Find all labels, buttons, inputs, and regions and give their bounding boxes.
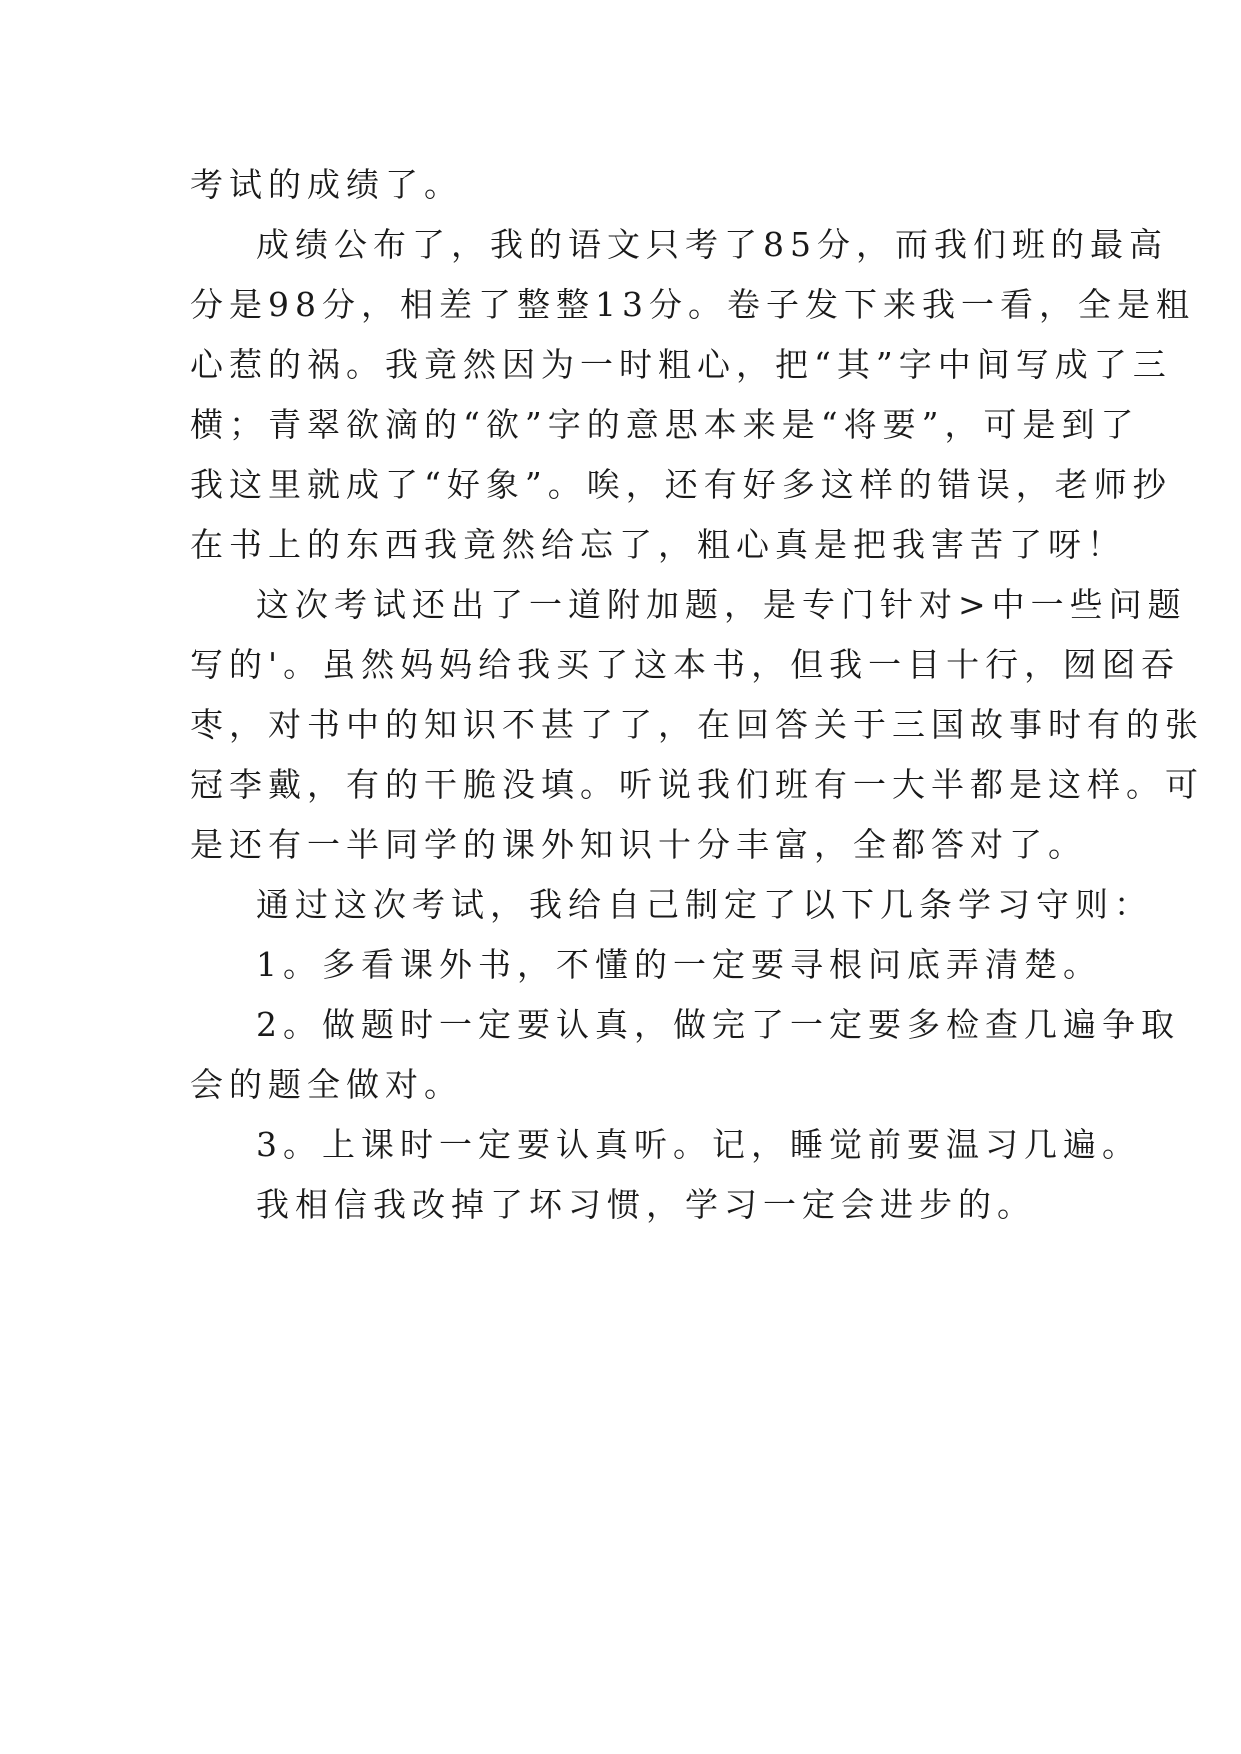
- text-line: 分是98分，相差了整整13分。卷子发下来我一看，全是粗: [190, 285, 1195, 324]
- text-line: 是还有一半同学的课外知识十分丰富，全都答对了。: [190, 825, 1087, 864]
- text-line: 我相信我改掉了坏习惯，学习一定会进步的。: [256, 1185, 1036, 1224]
- text-line: 横；青翠欲滴的“欲”字的意思本来是“将要”，可是到了: [190, 405, 1140, 444]
- text-line: 我这里就成了“好象”。唉，还有好多这样的错误，老师抄: [190, 465, 1172, 504]
- text-line: 在书上的东西我竟然给忘了，粗心真是把我害苦了呀！: [190, 525, 1126, 564]
- text-line: 通过这次考试，我给自己制定了以下几条学习守则：: [256, 885, 1153, 924]
- text-line: 1。多看课外书，不懂的一定要寻根问底弄清楚。: [256, 945, 1102, 984]
- text-line: 心惹的祸。我竟然因为一时粗心，把“其”字中间写成了三: [190, 345, 1172, 384]
- text-line: 成绩公布了，我的语文只考了85分，而我们班的最高: [256, 225, 1168, 264]
- text-line: 3。上课时一定要认真听。记，睡觉前要温习几遍。: [256, 1125, 1141, 1164]
- text-line: 考试的成绩了。: [190, 165, 463, 204]
- text-line: 枣，对书中的知识不甚了了，在回答关于三国故事时有的张: [190, 705, 1204, 744]
- text-line: 冠李戴，有的干脆没填。听说我们班有一大半都是这样。可: [190, 765, 1204, 804]
- text-line: 写的'。虽然妈妈给我买了这本书，但我一目十行，囫囵吞: [190, 645, 1181, 684]
- text-line: 2。做题时一定要认真，做完了一定要多检查几遍争取: [256, 1005, 1180, 1044]
- text-line: 会的题全做对。: [190, 1065, 463, 1104]
- text-line: 这次考试还出了一道附加题，是专门针对>中一些问题: [256, 585, 1187, 624]
